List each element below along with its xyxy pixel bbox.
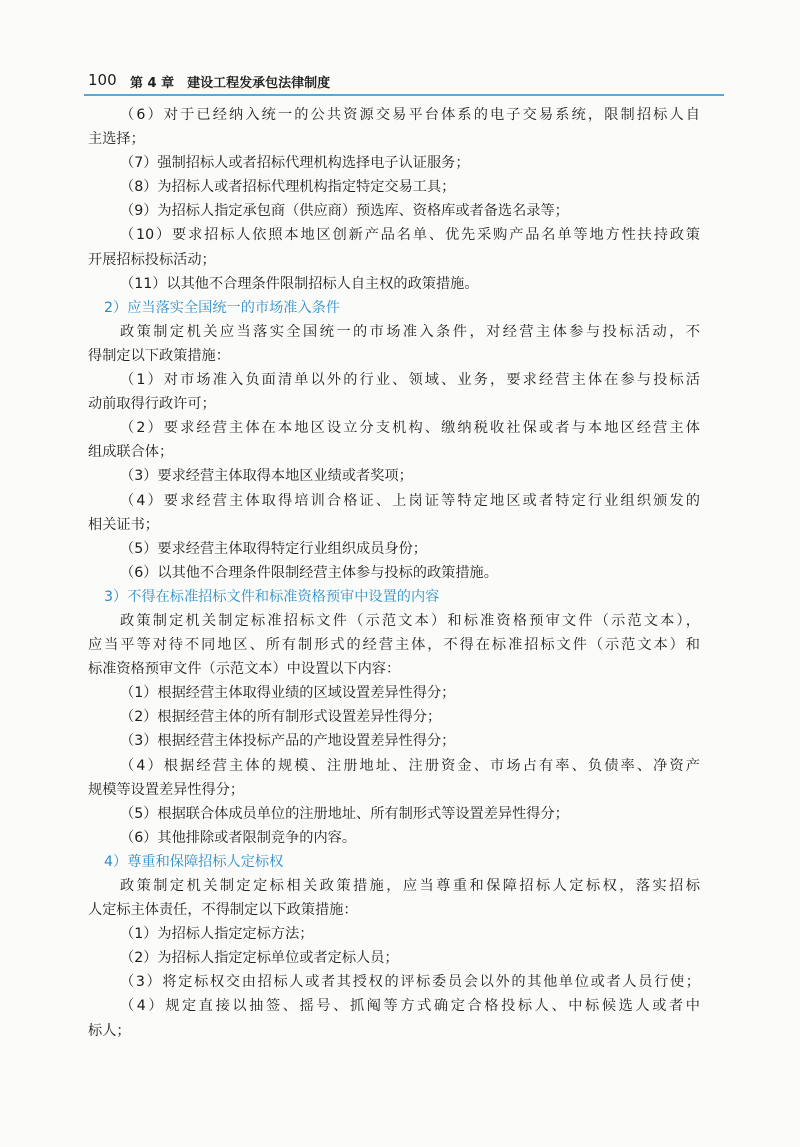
- text-line: 开展招标投标活动；: [88, 251, 216, 268]
- text-line: 相关证书；: [88, 516, 159, 533]
- body-text: [88, 103, 700, 1043]
- text-line: （6）对于已经纳入统一的公共资源交易平台体系的电子交易系统，限制招标人自: [120, 107, 700, 123]
- text-line: （2）要求经营主体在本地区设立分支机构、缴纳税收社保或者与本地区经营主体: [120, 420, 700, 437]
- text-line: （1）根据经营主体取得业绩的区域设置差异性得分；: [120, 685, 456, 702]
- text-line: 标人；: [88, 1022, 131, 1039]
- text-line: 主选择；: [88, 131, 145, 148]
- text-line: （3）根据经营主体投标产品的产地设置差异性得分；: [120, 733, 456, 750]
- text-line: 应当平等对待不同地区、所有制形式的经营主体，不得在标准招标文件（示范文本）和: [88, 637, 700, 654]
- text-line: （11）以其他不合理条件限制招标人自主权的政策措施。: [120, 275, 479, 292]
- text-line: （10）要求招标人依照本地区创新产品名单、优先采购产品名单等地方性扶持政策: [120, 227, 700, 244]
- text-line: 动前取得行政许可；: [88, 396, 216, 413]
- text-line: （2）根据经营主体的所有制形式设置差异性得分；: [120, 709, 442, 726]
- page-number: 100: [88, 71, 117, 89]
- text-line: （6）以其他不合理条件限制经营主体参与投标的政策措施。: [120, 564, 498, 581]
- text-line: 标准资格预审文件（示范文本）中设置以下内容：: [88, 661, 401, 678]
- section-heading: 2）应当落实全国统一的市场准入条件: [104, 299, 341, 316]
- text-line: 组成联合体；: [88, 444, 174, 461]
- running-header: [84, 71, 724, 93]
- text-line: 政策制定机关制定标准招标文件（示范文本）和标准资格预审文件（示范文本），: [120, 612, 700, 629]
- header-divider: [84, 94, 724, 96]
- text-line: （6）其他排除或者限制竞争的内容。: [120, 829, 357, 846]
- text-line: （8）为招标人或者招标代理机构指定特定交易工具；: [120, 179, 456, 196]
- text-line: （1）对市场准入负面清单以外的行业、领域、业务，要求经营主体在参与投标活: [120, 372, 700, 389]
- text-line: （2）为招标人指定定标单位或者定标人员；: [120, 950, 399, 967]
- text-line: （3）将定标权交由招标人或者其授权的评标委员会以外的其他单位或者人员行使；: [120, 974, 700, 991]
- text-line: （5）根据联合体成员单位的注册地址、所有制形式等设置差异性得分；: [120, 805, 569, 822]
- text-line: （4）规定直接以抽签、摇号、抓阄等方式确定合格投标人、中标候选人或者中: [120, 998, 700, 1015]
- text-line: （5）要求经营主体取得特定行业组织成员身份；: [120, 540, 427, 557]
- text-line: 规模等设置差异性得分；: [88, 781, 245, 798]
- chapter-title: 第 4 章 建设工程发承包法律制度: [130, 76, 331, 91]
- text-line: （1）为招标人指定定标方法；: [120, 926, 314, 943]
- text-line: （4）要求经营主体取得培训合格证、上岗证等特定地区或者特定行业组织颁发的: [120, 492, 700, 509]
- section-heading: 3）不得在标准招标文件和标准资格预审中设置的内容: [104, 588, 440, 605]
- text-line: （4）根据经营主体的规模、注册地址、注册资金、市场占有率、负债率、净资产: [120, 757, 700, 774]
- text-line: 政策制定机关制定定标相关政策措施，应当尊重和保障招标人定标权，落实招标: [120, 878, 700, 894]
- text-line: （7）强制招标人或者招标代理机构选择电子认证服务；: [120, 155, 470, 172]
- text-line: （3）要求经营主体取得本地区业绩或者奖项；: [120, 468, 413, 485]
- text-line: （9）为招标人指定承包商（供应商）预选库、资格库或者备选名录等；: [120, 203, 569, 220]
- text-line: 得制定以下政策措施：: [88, 347, 230, 364]
- section-heading: 4）尊重和保障招标人定标权: [104, 853, 284, 870]
- text-line: 政策制定机关应当落实全国统一的市场准入条件，对经营主体参与投标活动，不: [120, 323, 700, 340]
- text-line: 人定标主体责任，不得制定以下政策措施：: [88, 902, 358, 919]
